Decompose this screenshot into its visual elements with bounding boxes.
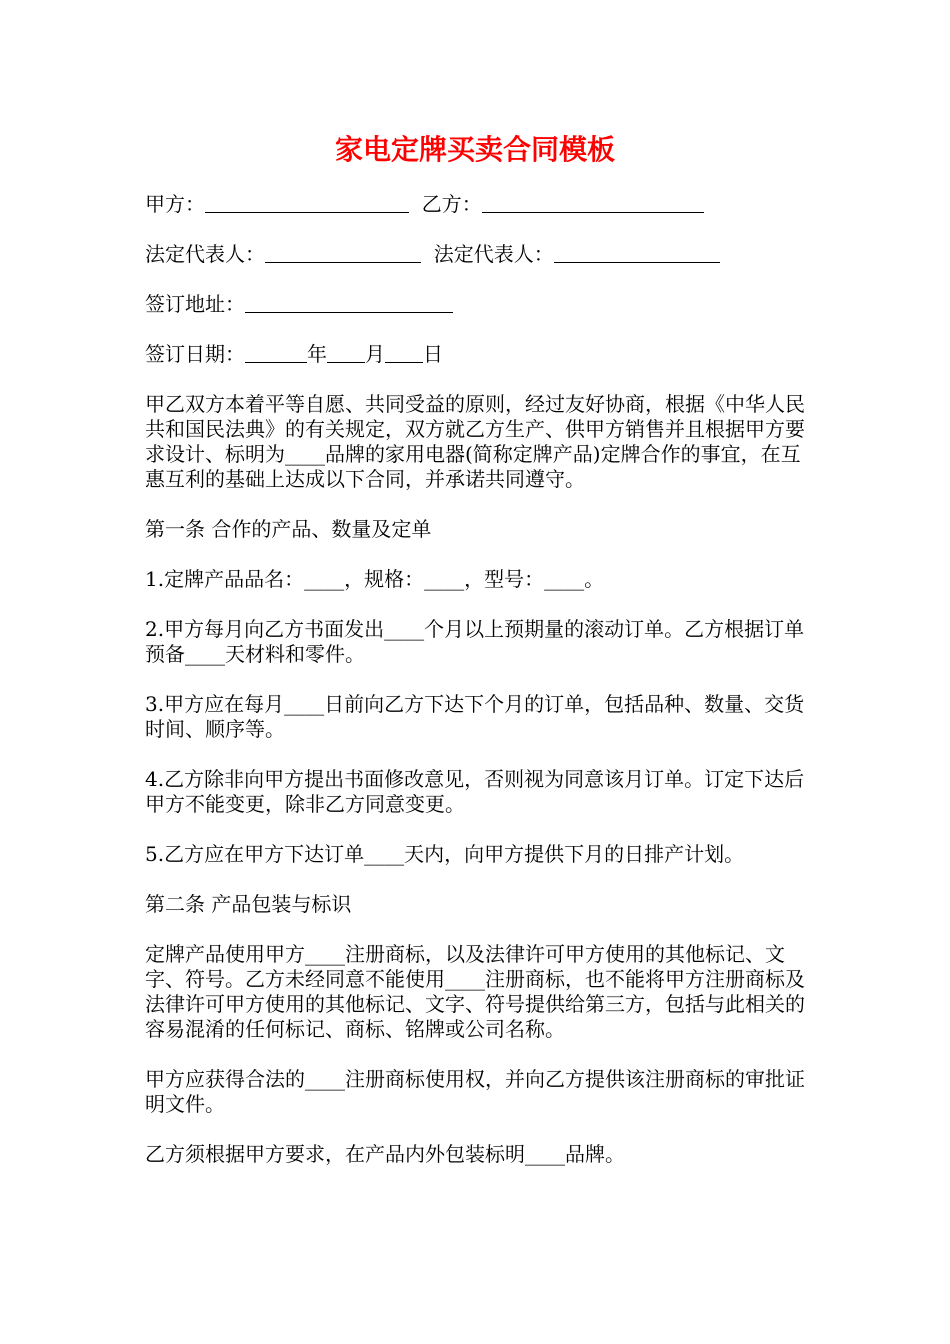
month-blank	[327, 342, 365, 363]
day-blank	[385, 342, 423, 363]
clause-1-2: 2.甲方每月向乙方书面发出____个月以上预期量的滚动订单。乙方根据订单预备____天材料和零件。	[145, 617, 805, 666]
year-blank	[245, 342, 307, 363]
document-body	[145, 192, 813, 1192]
clause-1-3: 3.甲方应在每月____日前向乙方下达下个月的订单，包括品种、数量、交货时间、顺序等。	[145, 692, 805, 741]
party-b-blank	[482, 192, 704, 213]
clause-2-1: 定牌产品使用甲方____注册商标，以及法律许可甲方使用的其他标记、文字、符号。乙方未经同意不能使用____注册商标，也不能将甲方注册商标及法律许可甲方使用的其他标记、文字、符号提供给第三方，包括与此相关的容易混淆的任何标记、商标、铭牌或公司名称。	[145, 942, 805, 1041]
article-2-heading: 第二条 产品包装与标识	[145, 892, 352, 916]
clause-1-1: 1.定牌产品品名：____，规格：____，型号：____。	[145, 567, 605, 591]
representative-line	[145, 242, 813, 267]
sign-place-line	[145, 292, 813, 317]
document-title: 家电定牌买卖合同模板	[334, 133, 615, 166]
clause-1-5: 5.乙方应在甲方下达订单____天内，向甲方提供下月的日排产计划。	[145, 842, 745, 866]
party-b-label: 乙方：	[421, 192, 482, 216]
year-label: 年	[307, 342, 327, 366]
sign-place-blank	[245, 292, 453, 313]
party-line	[145, 192, 813, 217]
clause-1-4: 4.乙方除非向甲方提出书面修改意见，否则视为同意该月订单。订定下达后甲方不能变更，除非乙方同意变更。	[145, 767, 805, 816]
sign-place-label: 签订地址：	[145, 292, 245, 316]
sign-date-line	[145, 342, 813, 367]
day-label: 日	[423, 342, 443, 366]
rep-b-blank	[554, 242, 720, 263]
rep-a-blank	[265, 242, 421, 263]
sign-date-label: 签订日期：	[145, 342, 245, 366]
preamble-paragraph: 甲乙双方本着平等自愿、共同受益的原则，经过友好协商，根据《中华人民共和国民法典》的有关规定，双方就乙方生产、供甲方销售并且根据甲方要求设计、标明为____品牌的家用电器(简称定牌产品)定牌合作的事宜，在互惠互利的基础上达成以下合同，并承诺共同遵守。	[145, 392, 805, 491]
month-label: 月	[365, 342, 385, 366]
article-1-heading: 第一条 合作的产品、数量及定单	[145, 517, 432, 541]
clause-2-3: 乙方须根据甲方要求，在产品内外包装标明____品牌。	[145, 1142, 625, 1166]
rep-a-label: 法定代表人：	[145, 242, 265, 266]
party-a-blank	[205, 192, 409, 213]
party-a-label: 甲方：	[145, 192, 205, 216]
clause-2-2: 甲方应获得合法的____注册商标使用权，并向乙方提供该注册商标的审批证明文件。	[145, 1067, 805, 1116]
rep-b-label: 法定代表人：	[433, 242, 554, 266]
